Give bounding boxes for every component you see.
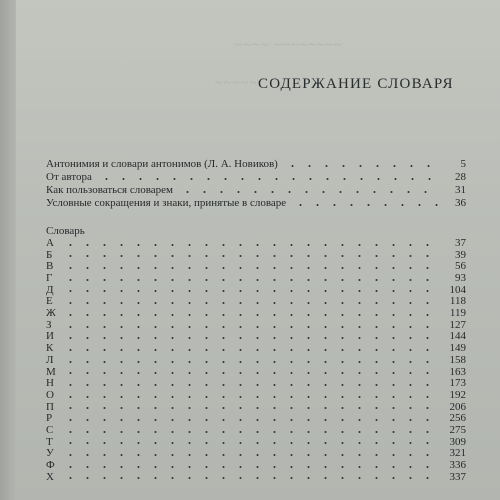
toc-entry-page: 5 [460,158,466,170]
letter-row [46,413,466,425]
dot-leader [62,336,438,340]
letter-page: 309 [449,435,466,448]
letter-label: Х [46,470,54,483]
dot-leader [292,203,438,207]
dot-leader [62,418,438,422]
letter-label: М [46,365,56,378]
letter-row [46,285,466,297]
letter-label: Ж [46,307,56,320]
letter-page: 127 [449,318,466,331]
letter-page: 163 [449,365,466,378]
letter-row [46,250,466,262]
letter-page: 144 [449,330,466,343]
letter-label: В [46,260,54,273]
dot-leader [62,325,438,329]
letter-page: 275 [449,423,466,436]
letter-row [46,367,466,379]
letter-label: Р [46,412,53,425]
letter-label: Г [46,272,53,285]
letter-page: 93 [455,272,466,285]
bleed-through-text: ~~~~~ [215,76,258,91]
letter-label: Б [46,248,53,261]
letter-page: 118 [449,295,466,308]
toc-entry-label: Как пользоваться словарем [46,184,174,196]
letter-row [46,425,466,437]
letter-label: Н [46,377,54,390]
dot-leader [62,243,438,247]
letter-row [46,332,466,344]
letter-label: И [46,330,54,343]
toc-entry [46,183,466,196]
letter-row [46,402,466,414]
letter-page: 158 [449,353,466,366]
letter-page: 192 [449,388,466,401]
letter-row [46,296,466,308]
letter-page: 119 [449,307,466,320]
dot-leader [62,406,438,410]
letter-label: Л [46,353,54,366]
letter-page: 336 [449,459,466,472]
letter-label: А [46,236,54,249]
letter-row [46,273,466,285]
dot-leader [62,313,438,317]
letter-row [46,355,466,367]
toc-entry-label: Условные сокращения и знаки, принятые в словаре [46,197,287,209]
dot-leader [62,254,438,258]
letter-page: 173 [449,377,466,390]
dot-leader [62,453,438,457]
letter-page: 104 [449,283,466,296]
dot-leader [62,476,438,480]
dot-leader [179,190,438,194]
letter-page: 39 [455,248,466,261]
letter-row [46,320,466,332]
dot-leader [62,441,438,445]
letter-row [46,448,466,460]
letter-row [46,460,466,472]
letter-row [46,437,466,449]
toc-entry [46,196,466,209]
letter-label: З [46,318,52,331]
dot-leader [284,164,438,168]
letter-label: К [46,342,54,355]
dictionary-heading: Словарь [46,225,85,237]
dictionary-heading-page: 37 [455,236,466,249]
toc-entry [46,157,466,170]
dot-leader [62,371,438,375]
letter-label: Е [46,295,53,308]
dot-leader [98,177,438,181]
letter-row [46,308,466,320]
dot-leader [62,465,438,469]
toc-entry-page: 28 [455,171,466,183]
letter-page: 149 [449,342,466,355]
toc-entry-label: От автора [46,171,92,183]
dot-leader [62,383,438,387]
toc-entry-page: 36 [455,197,466,209]
letter-label: Ф [46,459,55,472]
dot-leader [62,430,438,434]
letter-index [46,238,466,483]
toc-entry [46,170,466,183]
letter-page: 321 [449,447,466,460]
letter-row [46,378,466,390]
dot-leader [62,266,438,270]
letter-row [46,238,466,250]
letter-label: О [46,388,54,401]
letter-label: П [46,400,54,413]
dot-leader [62,301,438,305]
page-edge-shadow [0,0,16,500]
dot-leader [62,278,438,282]
dot-leader [62,360,438,364]
letter-label: Т [46,435,53,448]
toc-entry-label: Антонимия и словари антонимов (Л. А. Новиков) [46,158,278,170]
dot-leader [62,348,438,352]
letter-page: 337 [449,470,466,483]
letter-row [46,343,466,355]
letter-page: 206 [449,400,466,413]
letter-row [46,261,466,273]
letter-label: С [46,423,54,436]
letter-page: 56 [455,260,466,273]
letter-page: 256 [449,412,466,425]
letter-row [46,390,466,402]
dot-leader [62,395,438,399]
letter-label: У [46,447,54,460]
page-title: СОДЕРЖАНИЕ СЛОВАРЯ [258,76,454,92]
letter-label: Д [46,283,54,296]
bleed-through-text: ~~~~ ~~~~~~~~ [235,38,343,53]
toc-entry-page: 31 [455,184,466,196]
letter-row [46,472,466,484]
dot-leader [62,289,438,293]
